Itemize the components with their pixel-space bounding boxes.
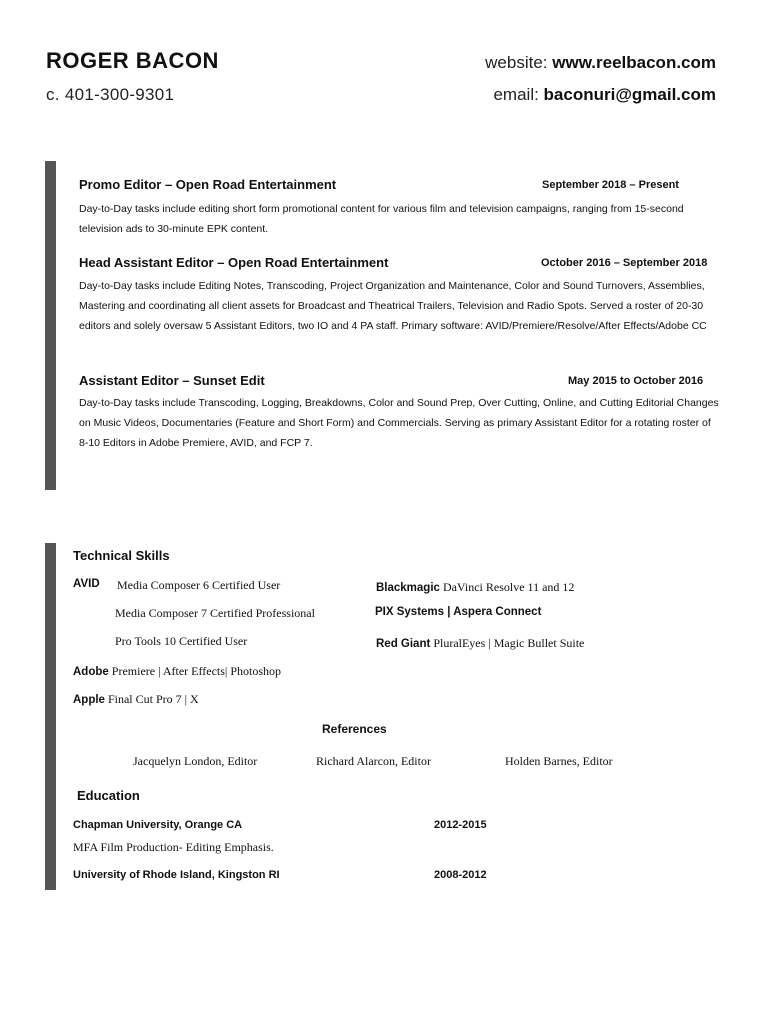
apple-skill [73, 690, 199, 708]
skills-section-bar [45, 543, 56, 890]
job-description: Day-to-Day tasks include Transcoding, Logging, Breakdowns, Color and Sound Prep, Over Cutting, Online, and Cutting Editorial Changes on Music Videos, Documentaries (Feature and Short Form) and Commercials. Serving as primary Assistant Editor for a rotating roster of 8-10 Editors in Adobe Premiere, AVID, and FCP 7. [79, 397, 719, 449]
adobe-skill [73, 662, 281, 680]
pix-skill: PIX Systems | Aspera Connect [375, 606, 542, 618]
blackmagic-skill [376, 578, 574, 596]
phone-number: c. 401-300-9301 [46, 85, 175, 104]
job-description: Day-to-Day tasks include Editing Notes, Transcoding, Project Organization and Maintenance, Color and Sound Turnovers, Assemblies, Mastering and coordinating all client assets for Broadcast and Theatrical Trailers, Television and Radio Spots. Served a roster of 20-30 editors and solely oversaw 5 Assistant Editors, two IO and 4 PA staff. Primary software: AVID/Premiere/Resolve/After Effects/Adobe CC [79, 280, 707, 332]
email-line [493, 85, 716, 105]
degree-detail: MFA Film Production- Editing Emphasis. [73, 840, 274, 854]
website-line [485, 53, 716, 73]
candidate-name: ROGER BACON [46, 48, 219, 73]
job-title: Promo Editor – Open Road Entertainment [79, 177, 337, 192]
email-label: email: [493, 85, 544, 104]
job-dates: May 2015 to October 2016 [568, 375, 704, 387]
redgiant-skill [376, 634, 584, 652]
redgiant-label: Red Giant [376, 638, 431, 650]
references-heading: References [322, 722, 387, 736]
job-title: Head Assistant Editor – Open Road Entertainment [79, 255, 389, 270]
apple-label: Apple [73, 694, 105, 706]
job-description: Day-to-Day tasks include editing short form promotional content for various film and television campaigns, ranging from 15-second television ads to 30-minute EPK content. [79, 203, 684, 235]
school-name: Chapman University, Orange CA [73, 819, 243, 831]
blackmagic-text: DaVinci Resolve 11 and 12 [439, 580, 575, 594]
website-label: website: [485, 53, 553, 72]
school-years: 2008-2012 [434, 869, 487, 881]
reference-person: Holden Barnes, Editor [505, 754, 613, 768]
website-link[interactable]: www.reelbacon.com [552, 53, 716, 72]
education-heading: Education [77, 788, 140, 803]
adobe-text: Premiere | After Effects| Photoshop [108, 664, 281, 678]
school-years: 2012-2015 [434, 819, 487, 831]
email-link[interactable]: baconuri@gmail.com [543, 85, 716, 104]
avid-skill: Media Composer 6 Certified User [117, 578, 281, 592]
avid-label: AVID [73, 578, 100, 590]
experience-section-bar [45, 161, 56, 490]
avid-skill: Media Composer 7 Certified Professional [115, 606, 315, 620]
reference-person: Richard Alarcon, Editor [316, 754, 431, 768]
redgiant-text: PluralEyes | Magic Bullet Suite [430, 636, 585, 650]
blackmagic-label: Blackmagic [376, 582, 440, 594]
adobe-label: Adobe [73, 666, 109, 678]
job-dates: September 2018 – Present [542, 179, 679, 191]
avid-skill: Pro Tools 10 Certified User [115, 634, 248, 648]
school-name: University of Rhode Island, Kingston RI [73, 869, 280, 881]
job-title: Assistant Editor – Sunset Edit [79, 373, 265, 388]
reference-person: Jacquelyn London, Editor [133, 754, 258, 768]
skills-heading: Technical Skills [73, 548, 170, 563]
apple-text: Final Cut Pro 7 | X [104, 692, 199, 706]
job-dates: October 2016 – September 2018 [541, 257, 708, 269]
